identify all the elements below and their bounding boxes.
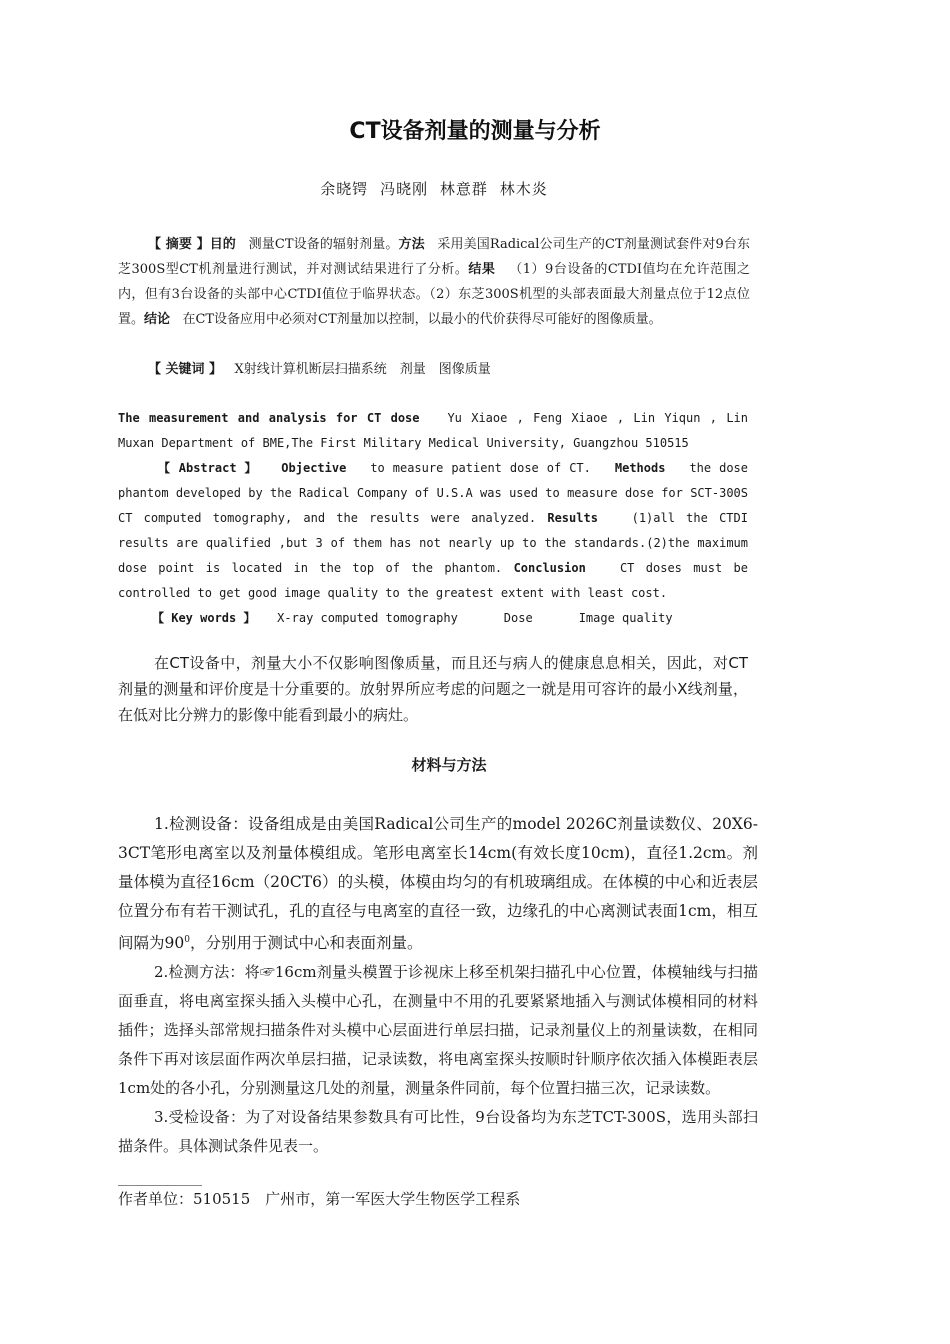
- objective-text: to measure patient dose of CT.: [370, 461, 591, 475]
- keyword: X-ray computed tomography: [277, 611, 458, 625]
- english-abstract: [118, 456, 748, 606]
- paragraph-text: 1.检测设备：设备组成是由美国Radical公司生产的model 2026C剂量读数仪、20X6-3CT笔形电离室以及剂量体模组成。笔形电离室长14cm(有效长度10cm)，直径1.2cm。剂量体模为直径16cm（20CT6）的头模，体模由均匀的有机玻璃组成。在体模的中心和近表层位置分布有若干测试孔，孔的直径与电离室的直径一致，边缘孔的中心离测试表面1cm，相互间隔为90: [118, 815, 758, 953]
- objective-text: 测量CT设备的辐射剂量。: [248, 237, 399, 252]
- conclusion-label: 结论: [144, 312, 171, 327]
- objective-label: 目的: [209, 237, 236, 252]
- english-title-line: [118, 406, 748, 456]
- english-authors-affiliation: Yu Xiaoe , Feng Xiaoe , Lin Yiqun , Lin Muxan Department of BME,The First Military Medical University, Guangzhou 510515: [118, 411, 748, 450]
- method-paragraph-procedure: 2.检测方法：将☞16cm剂量头模置于诊视床上移至机架扫描孔中心位置，体模轴线与扫描面垂直，将电离室探头插入头模中心孔，在测量中不用的孔要紧紧地插入与测试体模相同的材料插件；选择头部常规扫描条件对头模中心层面进行单层扫描，记录剂量仪上的剂量读数，在相同条件下再对该层面作两次单层扫描，记录读数，将电离室探头按顺时针顺序依次插入体模距表层 1cm处的各小孔，分别测量这几处的剂量，测量条件同前，每个位置扫描三次，记录读数。: [118, 963, 758, 1098]
- english-abstract-block: [118, 406, 748, 631]
- english-keywords: [118, 606, 748, 631]
- conclusion-text: 在CT设备应用中必须对CT剂量加以控制，以最小的代价获得尽可能好的图像质量。: [182, 312, 662, 327]
- paragraph-text: ，分别用于测试中心和表面剂量。: [189, 934, 423, 953]
- chinese-keywords: [148, 357, 750, 382]
- methods-text: the dose phantom developed by the Radical Company of U.S.A was used to measure dose for SCT-300S CT computed tomography, and the results were analyzed.: [118, 461, 748, 525]
- chinese-abstract: [118, 232, 750, 332]
- objective-label: Objective: [281, 461, 347, 475]
- conclusion-label: Conclusion: [513, 561, 586, 575]
- footnote-divider: [118, 1185, 202, 1186]
- keywords-label: 【 Key words 】: [152, 611, 256, 625]
- methods-section: [118, 810, 758, 1161]
- author-affiliation-footnote: 作者单位：510515 广州市，第一军医大学生物医学工程系: [118, 1190, 521, 1208]
- english-title: The measurement and analysis for CT dose: [118, 411, 420, 425]
- author: 林意群: [439, 180, 488, 198]
- abstract-label: 【 摘要 】: [148, 237, 210, 252]
- method-text: 采用美国Radical公司生产的CT剂量测试套件对9台东芝300S型CT机剂量进行测试，并对测试结果进行了分析。: [118, 237, 750, 277]
- method-paragraph-equipment: [118, 810, 758, 958]
- keyword: Dose: [503, 611, 533, 625]
- abstract-label: 【 Abstract 】: [158, 461, 258, 475]
- method-paragraph-devices: 3.受检设备：为了对设备结果参数具有可比性，9台设备均为东芝TCT-300S，选用头部扫描条件。具体测试条件见表一。: [118, 1108, 758, 1156]
- paper-title: CT设备剂量的测量与分析: [349, 119, 601, 144]
- results-text: (1)all the CTDI results are qualified ,but 3 of them has not nearly up to the standards.(2)the maximum dose point is located in the top of the phantom.: [118, 511, 748, 575]
- author: 林木炎: [499, 180, 548, 198]
- author: 余晓锷: [320, 180, 369, 198]
- author: 冯晓刚: [380, 180, 429, 198]
- method-label: 方法: [398, 237, 425, 252]
- introduction-paragraph: 在CT设备中，剂量大小不仅影响图像质量，而且还与病人的健康息息相关，因此，对CT剂量的测量和评价度是十分重要的。放射界所应考虑的问题之一就是用可容许的最小X线剂量，在低对比分辨力的影像中能看到最小的病灶。: [118, 654, 748, 724]
- section-heading: 材料与方法: [411, 756, 487, 774]
- methods-label: Methods: [614, 461, 666, 475]
- keywords-label: 【 关键词 】: [148, 362, 223, 377]
- result-label: 结果: [468, 262, 496, 277]
- keyword: Image quality: [578, 611, 673, 625]
- result-text: （1）9台设备的CTDI值均在允许范围之内，但有3台设备的头部中心CTDI值位于临界状态。（2）东芝300S机型的头部表面最大剂量点位于12点位置。: [118, 262, 751, 327]
- results-label: Results: [547, 511, 598, 525]
- author-list: [0, 178, 868, 199]
- degree-superscript: 0: [184, 935, 190, 945]
- conclusion-text: CT doses must be controlled to get good image quality to the greatest extent with least cost.: [118, 561, 749, 600]
- keywords-text: X射线计算机断层扫描系统 剂量 图像质量: [234, 362, 491, 377]
